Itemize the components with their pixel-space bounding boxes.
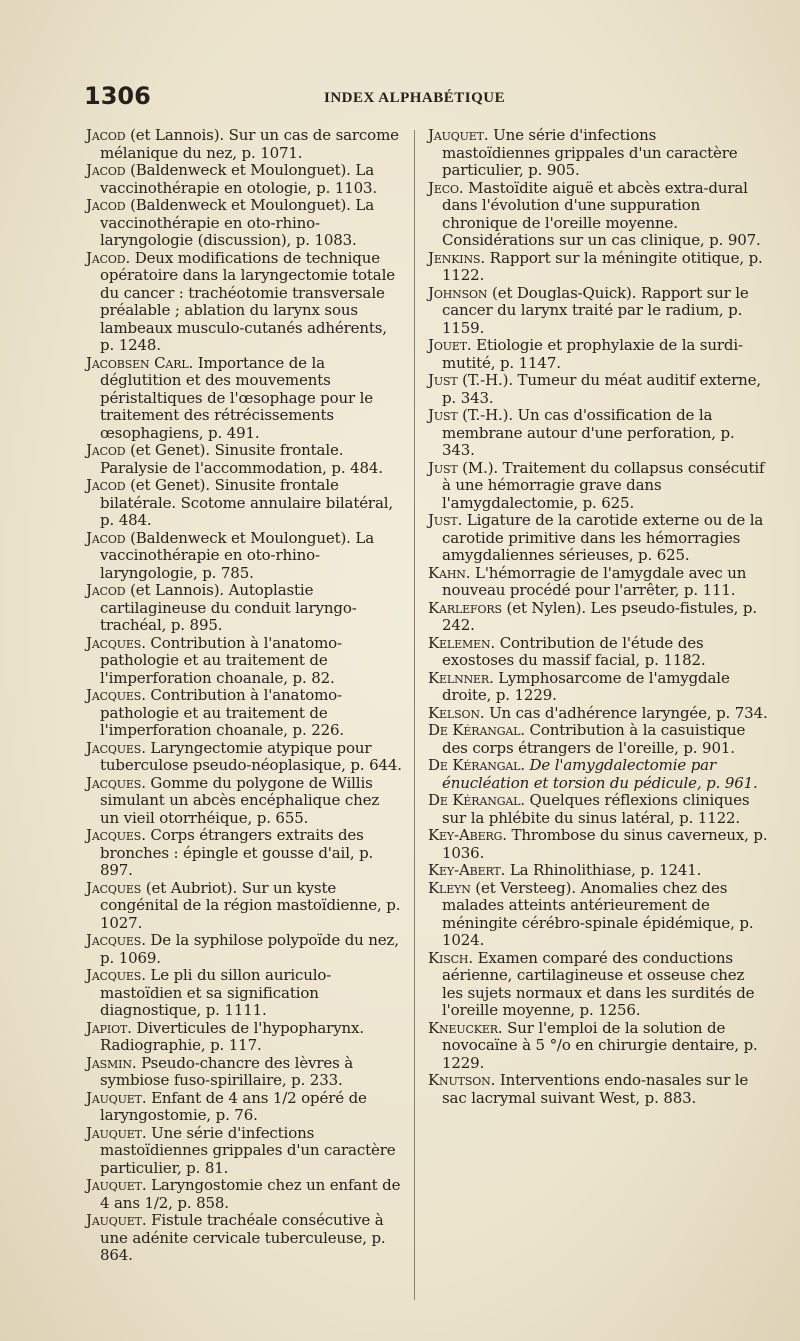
entry-author: Jauquet bbox=[86, 1123, 142, 1142]
index-entry bbox=[86, 967, 402, 1020]
index-entry bbox=[86, 880, 402, 933]
entry-author: Jacod bbox=[86, 248, 126, 267]
entry-author: De Kérangal bbox=[428, 721, 521, 739]
entry-text: . Corps étrangers extraits des bronches : épingle et gousse d'ail, p. 897. bbox=[100, 826, 374, 879]
entry-author: Jacques bbox=[86, 633, 142, 652]
index-entry bbox=[86, 582, 402, 635]
entry-author: De Kérangal bbox=[428, 791, 521, 809]
right-index-column bbox=[428, 127, 768, 1107]
entry-text: (et Nylen). Les pseudo-fistules, p. 242. bbox=[442, 598, 757, 634]
entry-author: Jeco bbox=[428, 178, 459, 197]
entry-text: . La Rhinolithiase, p. 1241. bbox=[500, 861, 702, 879]
index-entry bbox=[428, 285, 768, 338]
index-entry bbox=[428, 407, 768, 460]
entry-text: (et Versteeg). Anomalies chez des malades atteints antérieurement de méningite cérébro-spinale épidémique, p. 1024. bbox=[442, 878, 754, 949]
column-divider bbox=[414, 130, 415, 1300]
entry-author: Jacques bbox=[86, 686, 142, 704]
index-entry bbox=[428, 1020, 768, 1073]
entry-author: Kneucker bbox=[428, 1018, 498, 1037]
entry-author: Jacod bbox=[86, 581, 126, 599]
entry-author: Kahn bbox=[428, 563, 466, 582]
entry-text: (et Lannois). Autoplastie cartilagineuse du conduit laryngo-trachéal, p. 895. bbox=[100, 581, 357, 634]
entry-text: . Une série d'infections mastoïdiennes grippales d'un caractère particulier, p. 905. bbox=[442, 126, 738, 179]
entry-author: Jacod bbox=[86, 476, 126, 494]
entry-text: . Ligature de la carotide externe ou de la carotide primitive dans les hémorragies amygdaliennes sérieuses, p. 625. bbox=[442, 511, 764, 564]
index-entry bbox=[86, 775, 402, 828]
entry-text: . Deux modifications de technique opératoire dans la laryngectomie totale du cancer : trachéotomie transversale préalable ; ablation du larynx sous lambeaux musculo-cutanés adhérents, p. 1248. bbox=[100, 248, 395, 354]
index-entry bbox=[428, 460, 768, 513]
entry-author: Knutson bbox=[428, 1071, 491, 1089]
left-index-column bbox=[86, 127, 402, 1265]
entry-author: Jacod bbox=[86, 528, 126, 547]
index-entry bbox=[428, 1072, 768, 1107]
index-entry bbox=[86, 1212, 402, 1265]
entry-author: Key-Abert bbox=[428, 861, 501, 879]
entry-text: . Importance de la déglutition et des mouvements péristaltiques de l'œsophage pour le traitement des rétrécissements œsophagiens, p. 491. bbox=[100, 353, 374, 442]
entry-text: . De l'amygdalectomie par énucléation et torsion du pédicule, p. 961. bbox=[442, 756, 758, 792]
entry-text: . Enfant de 4 ans 1/2 opéré de laryngostomie, p. 76. bbox=[100, 1088, 367, 1124]
index-entry bbox=[428, 862, 768, 880]
index-entry bbox=[86, 197, 402, 250]
index-entry bbox=[428, 372, 768, 407]
index-entry bbox=[428, 705, 768, 723]
page-header bbox=[84, 82, 770, 122]
index-entry bbox=[428, 827, 768, 862]
index-entry bbox=[428, 180, 768, 250]
entry-author: Just bbox=[428, 406, 458, 424]
index-entry bbox=[428, 757, 768, 792]
index-entry bbox=[428, 950, 768, 1020]
index-entry bbox=[86, 635, 402, 688]
entry-text: (Baldenweck et Moulonguet). La vaccinothérapie en oto-rhino-laryngologie (discussion), p. 1083. bbox=[100, 196, 374, 249]
entry-text: . Une série d'infections mastoïdiennes grippales d'un caractère particulier, p. 81. bbox=[100, 1123, 396, 1177]
entry-author: Jauquet bbox=[86, 1176, 142, 1194]
entry-text: . Lymphosarcome de l'amygdale droite, p. 1229. bbox=[442, 668, 730, 704]
entry-text: . Gomme du polygone de Willis simulant un abcès encéphalique chez un vieil otorrhéique, p. 655. bbox=[100, 773, 380, 827]
entry-author: Jouet bbox=[428, 336, 467, 354]
entry-author: Just bbox=[428, 371, 458, 389]
entry-text: . L'hémorragie de l'amygdale avec un nouveau procédé pour l'arrêter, p. 111. bbox=[442, 563, 747, 599]
index-entry bbox=[428, 512, 768, 565]
entry-author: Jauquet bbox=[428, 126, 484, 144]
entry-text: . Quelques réflexions cliniques sur la phlébite du sinus latéral, p. 1122. bbox=[442, 791, 750, 827]
entry-text: . Interventions endo-nasales sur le sac lacrymal suivant West, p. 883. bbox=[442, 1071, 749, 1107]
entry-author: De Kérangal bbox=[428, 756, 521, 774]
index-entry bbox=[86, 127, 402, 162]
entry-author: Just bbox=[428, 511, 458, 529]
entry-author: Jacques bbox=[86, 826, 142, 844]
entry-author: Jenkins bbox=[428, 248, 481, 267]
entry-author: Kelson bbox=[428, 703, 480, 722]
entry-text: . Pseudo-chancre des lèvres à symbiose fuso-spirillaire, p. 233. bbox=[100, 1053, 354, 1089]
entry-author: Jauquet bbox=[86, 1211, 142, 1229]
entry-author: Jacod bbox=[86, 196, 126, 214]
entry-author: Key-Aberg bbox=[428, 826, 503, 844]
index-entry bbox=[86, 1125, 402, 1178]
entry-text: (M.). Traitement du collapsus consécutif à une hémorragie grave dans l'amygdalectomie, p. 625. bbox=[442, 458, 765, 512]
entry-text: . Laryngectomie atypique pour tuberculose pseudo-néoplasique, p. 644. bbox=[100, 738, 402, 774]
index-entry bbox=[86, 162, 402, 197]
entry-author: Jasmin bbox=[86, 1053, 132, 1072]
index-entry bbox=[86, 1177, 402, 1212]
index-entry bbox=[86, 932, 402, 967]
entry-author: Kelnner bbox=[428, 668, 490, 687]
index-entry bbox=[428, 600, 768, 635]
entry-author: Just bbox=[428, 458, 458, 477]
entry-author: Jacod bbox=[86, 161, 126, 179]
index-entry bbox=[428, 127, 768, 180]
entry-text: (Baldenweck et Moulonguet). La vaccinothérapie en oto-rhino-laryngologie, p. 785. bbox=[100, 528, 374, 582]
index-entry bbox=[428, 337, 768, 372]
entry-author: Jacques bbox=[86, 966, 142, 984]
running-title: INDEX ALPHABÉTIQUE bbox=[324, 90, 506, 106]
entry-text: . Examen comparé des conductions aérienne, cartilagineuse et osseuse chez les sujets normaux et dans les surdités de l'oreille moyenne, p. 1256. bbox=[442, 948, 755, 1019]
index-entry bbox=[428, 565, 768, 600]
entry-text: . Diverticules de l'hypopharynx. Radiographie, p. 117. bbox=[100, 1018, 364, 1054]
entry-text: . Laryngostomie chez un enfant de 4 ans 1/2, p. 858. bbox=[100, 1176, 401, 1212]
entry-text: . Thrombose du sinus caverneux, p. 1036. bbox=[442, 826, 768, 862]
entry-text: (Baldenweck et Moulonguet). La vaccinothérapie en otologie, p. 1103. bbox=[100, 161, 377, 197]
index-entry bbox=[428, 880, 768, 950]
entry-author: Johnson bbox=[428, 283, 488, 302]
entry-text: (et Genet). Sinusite frontale. Paralysie de l'accommodation, p. 484. bbox=[100, 441, 383, 477]
entry-author: Kelemen bbox=[428, 633, 491, 652]
entry-text: (T.-H.). Tumeur du méat auditif externe, p. 343. bbox=[442, 371, 762, 407]
entry-text: . Etiologie et prophylaxie de la surdi-mutité, p. 1147. bbox=[442, 336, 743, 372]
index-entry bbox=[86, 250, 402, 355]
index-entry bbox=[428, 722, 768, 757]
entry-author: Japiot bbox=[86, 1018, 128, 1037]
index-entry bbox=[86, 1020, 402, 1055]
entry-author: Jacques bbox=[86, 931, 142, 949]
entry-text: . Le pli du sillon auriculo-mastoïdien et sa signification diagnostique, p. 1111. bbox=[100, 966, 332, 1019]
entry-text: (T.-H.). Un cas d'ossification de la membrane autour d'une perforation, p. 343. bbox=[442, 406, 735, 459]
entry-text: . Un cas d'adhérence laryngée, p. 734. bbox=[479, 703, 768, 722]
index-entry bbox=[86, 477, 402, 530]
entry-text: . Rapport sur la méningite otitique, p. 1122. bbox=[442, 248, 763, 284]
index-entry bbox=[428, 635, 768, 670]
entry-author: Jacques bbox=[86, 738, 142, 757]
index-entry bbox=[86, 687, 402, 740]
entry-text: . Contribution à l'anatomo-pathologie et au traitement de l'imperforation choanale, p. 82. bbox=[100, 633, 342, 687]
entry-author: Jacod bbox=[86, 126, 126, 144]
page-number: 1306 bbox=[84, 82, 151, 110]
entry-author: Jacques bbox=[86, 773, 142, 792]
index-entry bbox=[86, 1090, 402, 1125]
entry-author: Jacques bbox=[86, 878, 142, 897]
entry-text: . De la syphilose polypoïde du nez, p. 1069. bbox=[100, 931, 399, 967]
entry-author: Karlefors bbox=[428, 598, 502, 617]
entry-text: (et Genet). Sinusite frontale bilatérale. Scotome annulaire bilatéral, p. 484. bbox=[100, 476, 394, 529]
entry-text: . Fistule trachéale consécutive à une adénite cervicale tuberculeuse, p. 864. bbox=[100, 1211, 386, 1264]
entry-text: . Sur l'emploi de la solution de novocaïne à 5 °/o en chirurgie dentaire, p. 1229. bbox=[442, 1018, 758, 1072]
entry-author: Jacod bbox=[86, 441, 126, 459]
index-entry bbox=[428, 250, 768, 285]
index-entry bbox=[86, 355, 402, 443]
entry-text: . Contribution à la casuistique des corps étrangers de l'oreille, p. 901. bbox=[442, 721, 746, 757]
index-entry bbox=[86, 1055, 402, 1090]
entry-text: (et Lannois). Sur un cas de sarcome mélanique du nez, p. 1071. bbox=[100, 126, 399, 162]
entry-author: Jauquet bbox=[86, 1088, 142, 1107]
index-entry bbox=[428, 670, 768, 705]
entry-author: Kleyn bbox=[428, 878, 471, 897]
index-entry bbox=[428, 792, 768, 827]
index-entry bbox=[86, 530, 402, 583]
entry-text: . Mastoïdite aiguë et abcès extra-dural dans l'évolution d'une suppuration chronique de l'oreille moyenne. Considérations sur un cas clinique, p. 907. bbox=[442, 178, 761, 249]
entry-author: Kisch bbox=[428, 948, 469, 967]
index-entry bbox=[86, 827, 402, 880]
index-entry bbox=[86, 740, 402, 775]
entry-text: (et Aubriot). Sur un kyste congénital de la région mastoïdienne, p. 1027. bbox=[100, 878, 401, 932]
entry-text: . Contribution à l'anatomo-pathologie et au traitement de l'imperforation choanale, p. 226. bbox=[100, 686, 345, 739]
index-entry bbox=[86, 442, 402, 477]
entry-author: Jacobsen Carl bbox=[86, 353, 189, 372]
entry-text: . Contribution de l'étude des exostoses du massif facial, p. 1182. bbox=[442, 633, 706, 669]
entry-text: (et Douglas-Quick). Rapport sur le cancer du larynx traité par le radium, p. 1159. bbox=[442, 283, 749, 337]
